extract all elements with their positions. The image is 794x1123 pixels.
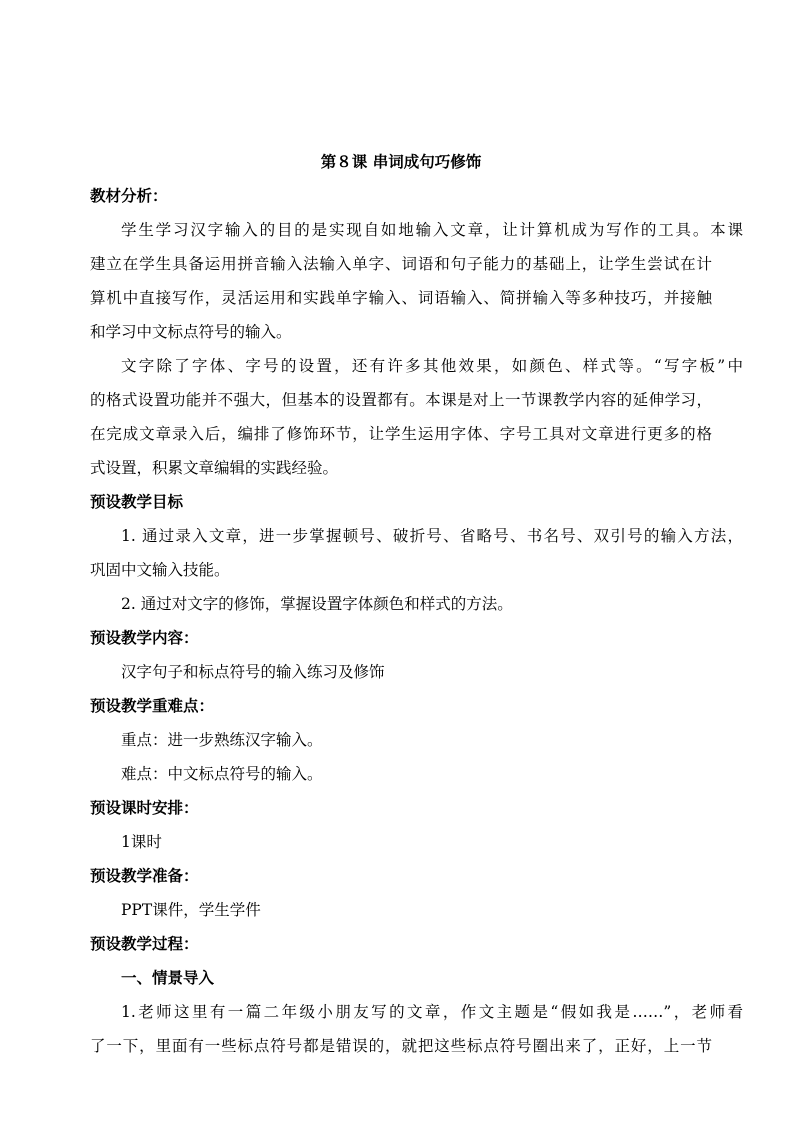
analysis-p2-line2: 的格式设置功能并不强大，但基本的设置都有。本课是对上一节课教学内容的延伸学习， bbox=[90, 391, 712, 409]
goals-item1-line1: 1. 通过录入文章，进一步掌握顿号、破折号、省略号、书名号、双引号的输入方法， bbox=[121, 527, 743, 545]
schedule-text: 1课时 bbox=[121, 833, 162, 851]
analysis-p2-line3: 在完成文章录入后，编排了修饰环节，让学生运用字体、字号工具对文章进行更多的格 bbox=[90, 425, 712, 443]
page-title: 第８课 串词成句巧修饰 bbox=[320, 152, 482, 171]
analysis-p1-line2: 建立在学生具备运用拼音输入法输入单字、词语和句子能力的基础上，让学生尝试在计 bbox=[90, 255, 712, 273]
content-text: 汉字句子和标点符号的输入练习及修饰 bbox=[121, 663, 385, 681]
heading-preparation: 预设教学准备： bbox=[90, 866, 199, 885]
process-p1-line2: 了一下，里面有一些标点符号都是错误的，就把这些标点符号圈出来了，正好，上一节 bbox=[90, 1037, 712, 1055]
preparation-text: PPT课件，学生学件 bbox=[121, 901, 261, 919]
heading-analysis: 教材分析： bbox=[90, 186, 168, 205]
process-subheading: 一、情景导入 bbox=[121, 968, 215, 987]
analysis-p2-line1: 文字除了字体、字号的设置，还有许多其他效果，如颜色、样式等。“写字板”中 bbox=[121, 357, 743, 375]
heading-schedule: 预设课时安排： bbox=[90, 798, 199, 817]
heading-content: 预设教学内容： bbox=[90, 628, 199, 647]
analysis-p1-line4: 和学习中文标点符号的输入。 bbox=[90, 323, 292, 341]
heading-keypoints: 预设教学重难点： bbox=[90, 696, 215, 715]
analysis-p2-line4: 式设置，积累文章编辑的实践经验。 bbox=[90, 459, 339, 477]
keypoints-key: 重点：进一步熟练汉字输入。 bbox=[121, 731, 323, 749]
goals-item2: 2. 通过对文字的修饰，掌握设置字体颜色和样式的方法。 bbox=[121, 595, 513, 613]
analysis-p1-line1: 学生学习汉字输入的目的是实现自如地输入文章，让计算机成为写作的工具。本课 bbox=[121, 221, 743, 239]
goals-item1-line2: 巩固中文输入技能。 bbox=[90, 561, 230, 579]
process-p1-line1: 1.老师这里有一篇二年级小朋友写的文章，作文主题是“假如我是……”，老师看 bbox=[121, 1003, 743, 1021]
heading-goals: 预设教学目标 bbox=[90, 492, 184, 511]
keypoints-difficulty: 难点：中文标点符号的输入。 bbox=[121, 765, 323, 783]
heading-process: 预设教学过程： bbox=[90, 934, 199, 953]
analysis-p1-line3: 算机中直接写作，灵活运用和实践单字输入、词语输入、简拼输入等多种技巧，并接触 bbox=[90, 289, 712, 307]
